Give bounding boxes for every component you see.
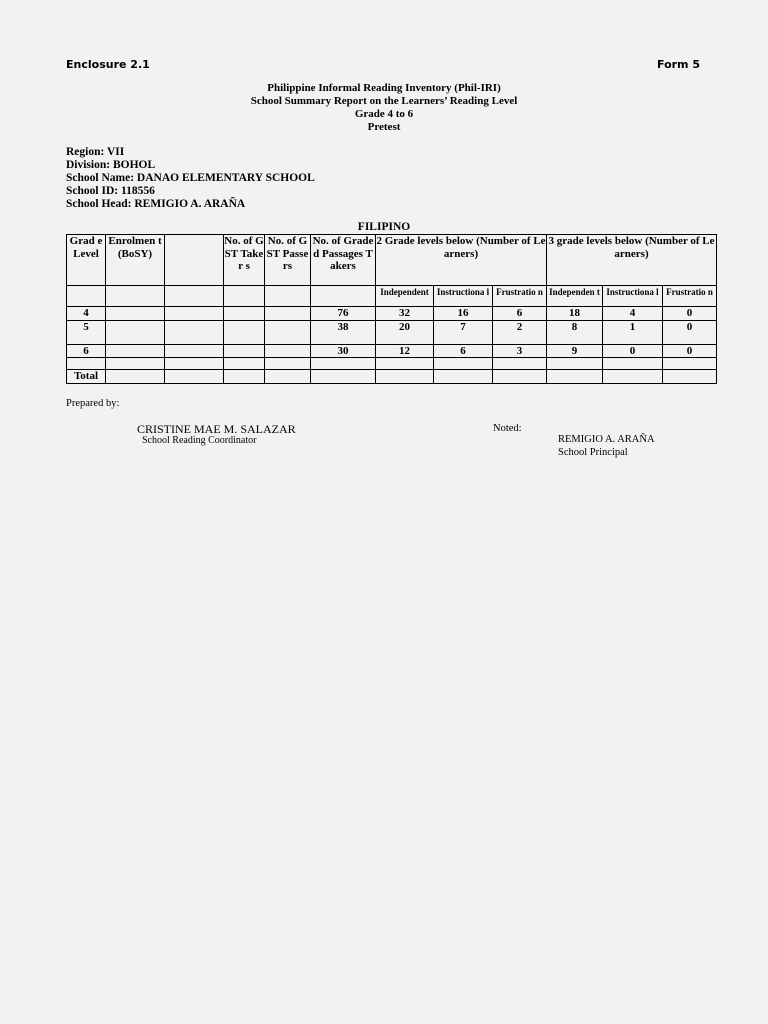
noted-label: Noted: — [493, 423, 522, 434]
subheader-empty — [165, 286, 224, 307]
table-row — [67, 320, 717, 344]
cell-gst-takers — [224, 344, 265, 358]
title-line-3: Grade 4 to 6 — [354, 108, 414, 120]
cell-three-frustration: 0 — [663, 344, 717, 358]
cell-grade: 6 — [67, 344, 106, 358]
subheader-three-frustration: Frustratio n — [663, 286, 717, 307]
subheader-empty — [311, 286, 376, 307]
cell-enrolment — [106, 307, 165, 321]
prepared-by-role: School Reading Coordinator — [142, 435, 257, 446]
cell-gst-takers — [224, 307, 265, 321]
cell-gst-takers — [224, 320, 265, 344]
table-row — [67, 344, 717, 358]
cell-gst-passers — [265, 307, 311, 321]
cell-graded: 38 — [311, 320, 376, 344]
prepared-by-name: CRISTINE MAE M. SALAZAR — [137, 422, 296, 436]
header-three-grade-levels-below: 3 grade levels below (Number of Learners) — [547, 235, 717, 286]
noted-by-role: School Principal — [558, 447, 628, 458]
region: Region: VII — [66, 146, 125, 158]
header-gst-passers: No. of GST Passers — [265, 235, 311, 286]
header-blank — [165, 235, 224, 286]
title-line-2: School Summary Report on the Learners’ Reading Level — [250, 95, 518, 107]
total-label: Total — [67, 370, 106, 384]
subheader-empty — [106, 286, 165, 307]
cell-three-frustration: 0 — [663, 320, 717, 344]
subheader-empty — [265, 286, 311, 307]
subheader-two-frustration: Frustratio n — [493, 286, 547, 307]
cell-three-independent: 18 — [547, 307, 603, 321]
form-number: Form 5 — [657, 58, 700, 71]
division: Division: BOHOL — [66, 159, 156, 171]
header-two-grade-levels-below: 2 Grade levels below (Number of Learners) — [376, 235, 547, 286]
table-row — [67, 358, 717, 370]
cell-gst-passers — [265, 344, 311, 358]
table-header-row — [67, 235, 717, 286]
cell-two-independent: 32 — [376, 307, 434, 321]
subject-heading: FILIPINO — [357, 221, 411, 233]
table-row — [67, 307, 717, 321]
title-line-4: Pretest — [367, 121, 401, 133]
report-title — [0, 82, 768, 134]
subheader-empty — [67, 286, 106, 307]
prepared-by-label: Prepared by: — [66, 398, 120, 409]
subheader-empty — [224, 286, 265, 307]
subheader-three-independent: Independen t — [547, 286, 603, 307]
cell-enrolment — [106, 320, 165, 344]
cell-gst-passers — [265, 320, 311, 344]
cell-three-frustration: 0 — [663, 307, 717, 321]
cell-graded: 76 — [311, 307, 376, 321]
cell-three-independent: 8 — [547, 320, 603, 344]
table-subheader-row — [67, 286, 717, 307]
school-info — [66, 146, 315, 211]
cell-two-frustration: 6 — [493, 307, 547, 321]
enclosure-label: Enclosure 2.1 — [66, 58, 150, 71]
title-line-1: Philippine Informal Reading Inventory (Phil-IRI) — [267, 82, 501, 94]
cell-two-instructional: 7 — [434, 320, 493, 344]
school-head: School Head: REMIGIO A. ARAÑA — [66, 198, 246, 210]
cell-grade: 4 — [67, 307, 106, 321]
school-name: School Name: DANAO ELEMENTARY SCHOOL — [66, 172, 315, 184]
header-enrolment: Enrolmen t (BoSY) — [106, 235, 165, 286]
cell-two-independent: 12 — [376, 344, 434, 358]
header-gst-takers: No. of GST Taker s — [224, 235, 265, 286]
subheader-two-independent: Independent — [376, 286, 434, 307]
school-id: School ID: 118556 — [66, 185, 155, 197]
cell-three-instructional: 0 — [603, 344, 663, 358]
cell-blank — [165, 307, 224, 321]
cell-three-instructional: 1 — [603, 320, 663, 344]
cell-two-frustration: 2 — [493, 320, 547, 344]
header-grade-level: Grad e Level — [67, 235, 106, 286]
subheader-three-instructional: Instructiona l — [603, 286, 663, 307]
subheader-two-instructional: Instructiona l — [434, 286, 493, 307]
cell-graded: 30 — [311, 344, 376, 358]
cell-two-frustration: 3 — [493, 344, 547, 358]
header-graded-passages: No. of Graded Passages Takers — [311, 235, 376, 286]
cell-two-instructional: 6 — [434, 344, 493, 358]
cell-three-independent: 9 — [547, 344, 603, 358]
cell-enrolment — [106, 344, 165, 358]
cell-grade: 5 — [67, 320, 106, 344]
cell-three-instructional: 4 — [603, 307, 663, 321]
cell-two-instructional: 16 — [434, 307, 493, 321]
summary-table — [66, 234, 717, 384]
noted-by-name: REMIGIO A. ARAÑA — [558, 434, 655, 445]
cell-blank — [165, 344, 224, 358]
cell-two-independent: 20 — [376, 320, 434, 344]
total-row — [67, 370, 717, 384]
cell-blank — [165, 320, 224, 344]
